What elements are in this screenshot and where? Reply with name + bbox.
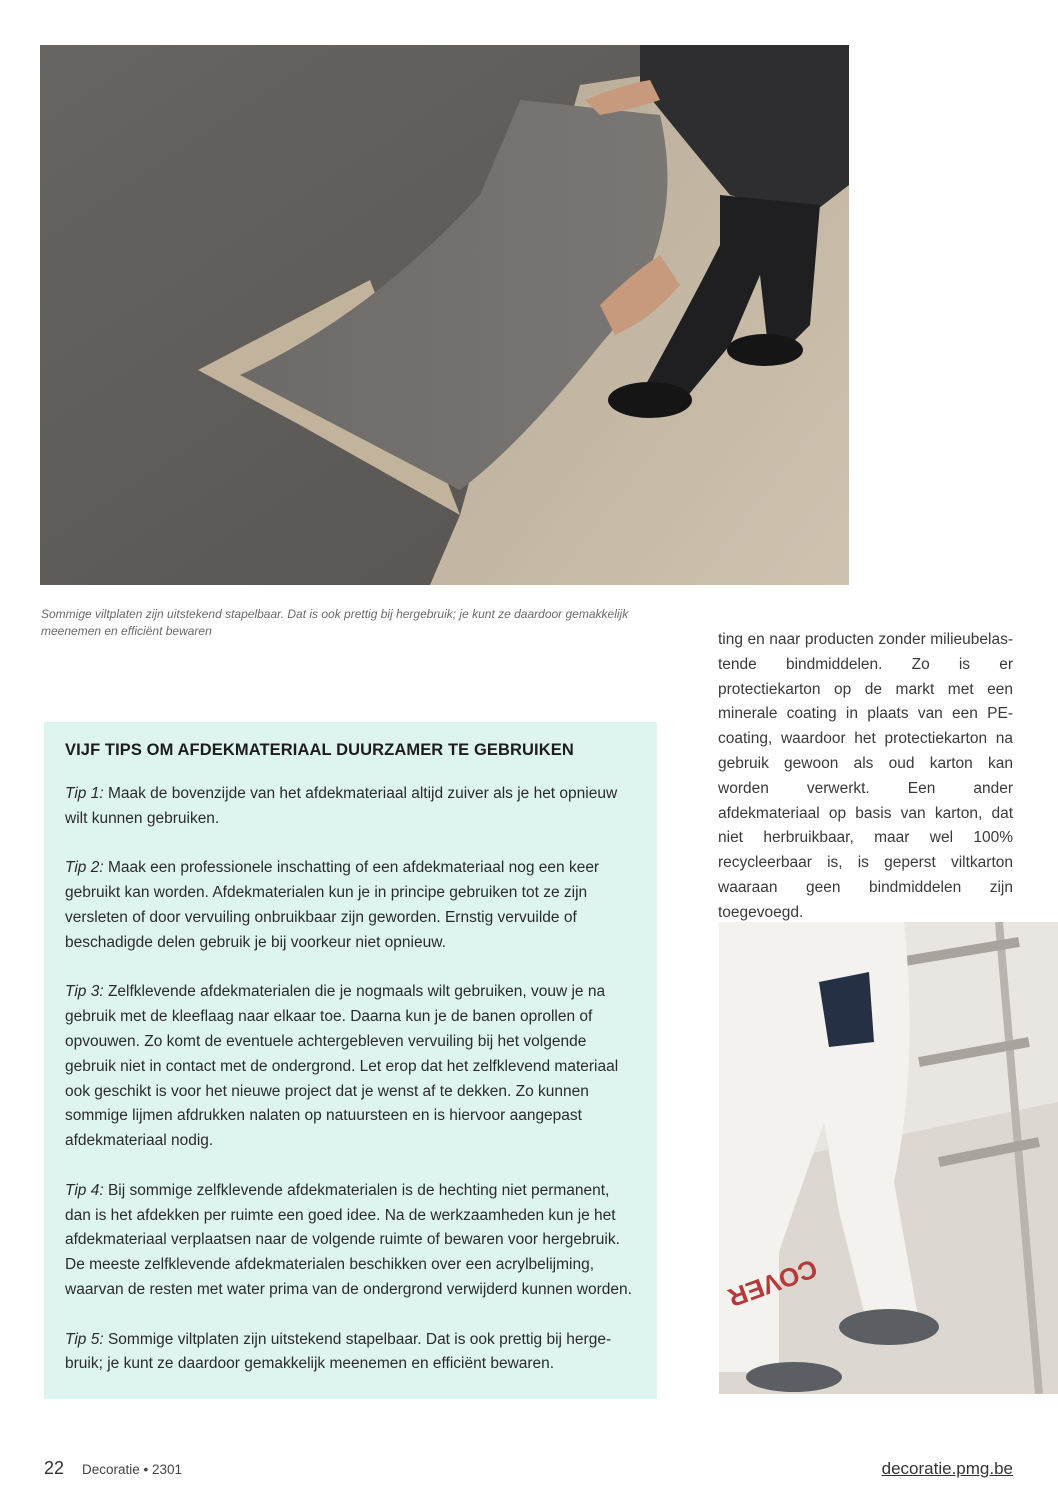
tip-text: Maak de bovenzijde van het afdekmateriaal altijd zuiver als je het opnieuw wilt kunnen gebruiken.	[65, 785, 618, 827]
tip-text: Bij sommige zelfklevende afdekmaterialen is de hechting niet permanent, dan is het afdekken per ruimte een goed idee. Na de werkzaamheden kun je het afdekmateriaal verplaatsen naar de volgende ruimte of bewaren voor hergebruik. De meeste zelfklevende afdekmaterialen beschikken over een acrylbelijming, waarvan de resten met water prima van de ondergrond verwijderd kunnen worden.	[65, 1181, 632, 1298]
felt-mat-illustration	[40, 45, 849, 585]
magazine-issue: Decoratie • 2301	[82, 1462, 183, 1477]
tip-text: Sommige viltplaten zijn uitstekend stapelbaar. Dat is ook prettig bij hergebruik; je kunt ze daardoor gemakkelijk meenemen en efficiënt bewaren.	[65, 1330, 612, 1373]
painter-illustration	[719, 922, 1058, 1394]
worker-laying-felt-mat-photo	[40, 45, 849, 585]
tip-label: Tip 1:	[65, 785, 104, 802]
tip-1	[65, 782, 635, 832]
website-link[interactable]: decoratie.pmg.be	[881, 1459, 1013, 1478]
tip-text: Zelfklevende afdekmaterialen die je nogmaals wilt gebruiken, vouw je na gebruik met de kleeflaag naar elkaar toe. Daarna kun je de banen oprollen of opvouwen. Zo komt de eventuele achtergebleven vervuiling bij het volgende gebruik niet in contact met de ondergrond. Let erop dat het zelfklevend materiaal ook geschikt is voor het nieuwe project dat je wenst af te dekken. Zo kunnen sommige lijmen afdrukken nalaten op natuursteen en is hiervoor aangepast afdekmateriaal nodig.	[65, 983, 619, 1150]
page-number: 22	[44, 1458, 65, 1478]
tip-4	[65, 1179, 635, 1303]
article-paragraph: ting en naar producten zonder milieubelastende bindmiddelen. Zo is er protectiekarton op de markt met een minerale coating in plaats van een PE-coating, waardoor het protectiekarton na gebruik gewoon als oud karton kan worden verwerkt. Een ander afdekmateriaal op basis van karton, dat niet herbruikbaar, maar wel 100% recycleerbaar is, is geperst viltkarton waaraan geen bindmiddelen zijn toegevoegd.	[718, 631, 1013, 921]
tip-3	[65, 980, 635, 1154]
cover-print-text: COVER	[724, 1253, 822, 1314]
tip-label: Tip 5:	[65, 1330, 104, 1348]
painter-on-protective-cover-photo	[719, 922, 1058, 1394]
tip-2	[65, 856, 635, 955]
tip-label: Tip 3:	[65, 983, 104, 1001]
tip-label: Tip 4:	[65, 1181, 104, 1199]
tip-5	[65, 1328, 635, 1378]
tip-text: Maak een professionele inschatting of een afdekmateriaal nog een keer gebruikt kan worden. Afdekmaterialen kun je in principe gebruiken tot ze zijn versleten of door vervuiling onbruikbaar zijn geworden. Ernstig vervuilde of beschadigde delen gebruik je bij voorkeur niet opnieuw.	[65, 859, 600, 951]
photo-caption: Sommige viltplaten zijn uitstekend stapelbaar. Dat is ook prettig bij hergebruik; je kunt ze daardoor gemakkelijk meenemen en efficiënt bewaren	[41, 607, 629, 638]
tips-box	[44, 722, 657, 1399]
tip-label: Tip 2:	[65, 859, 104, 877]
tips-title: VIJF TIPS OM AFDEKMATERIAAL DUURZAMER TE GEBRUIKEN	[65, 741, 574, 759]
